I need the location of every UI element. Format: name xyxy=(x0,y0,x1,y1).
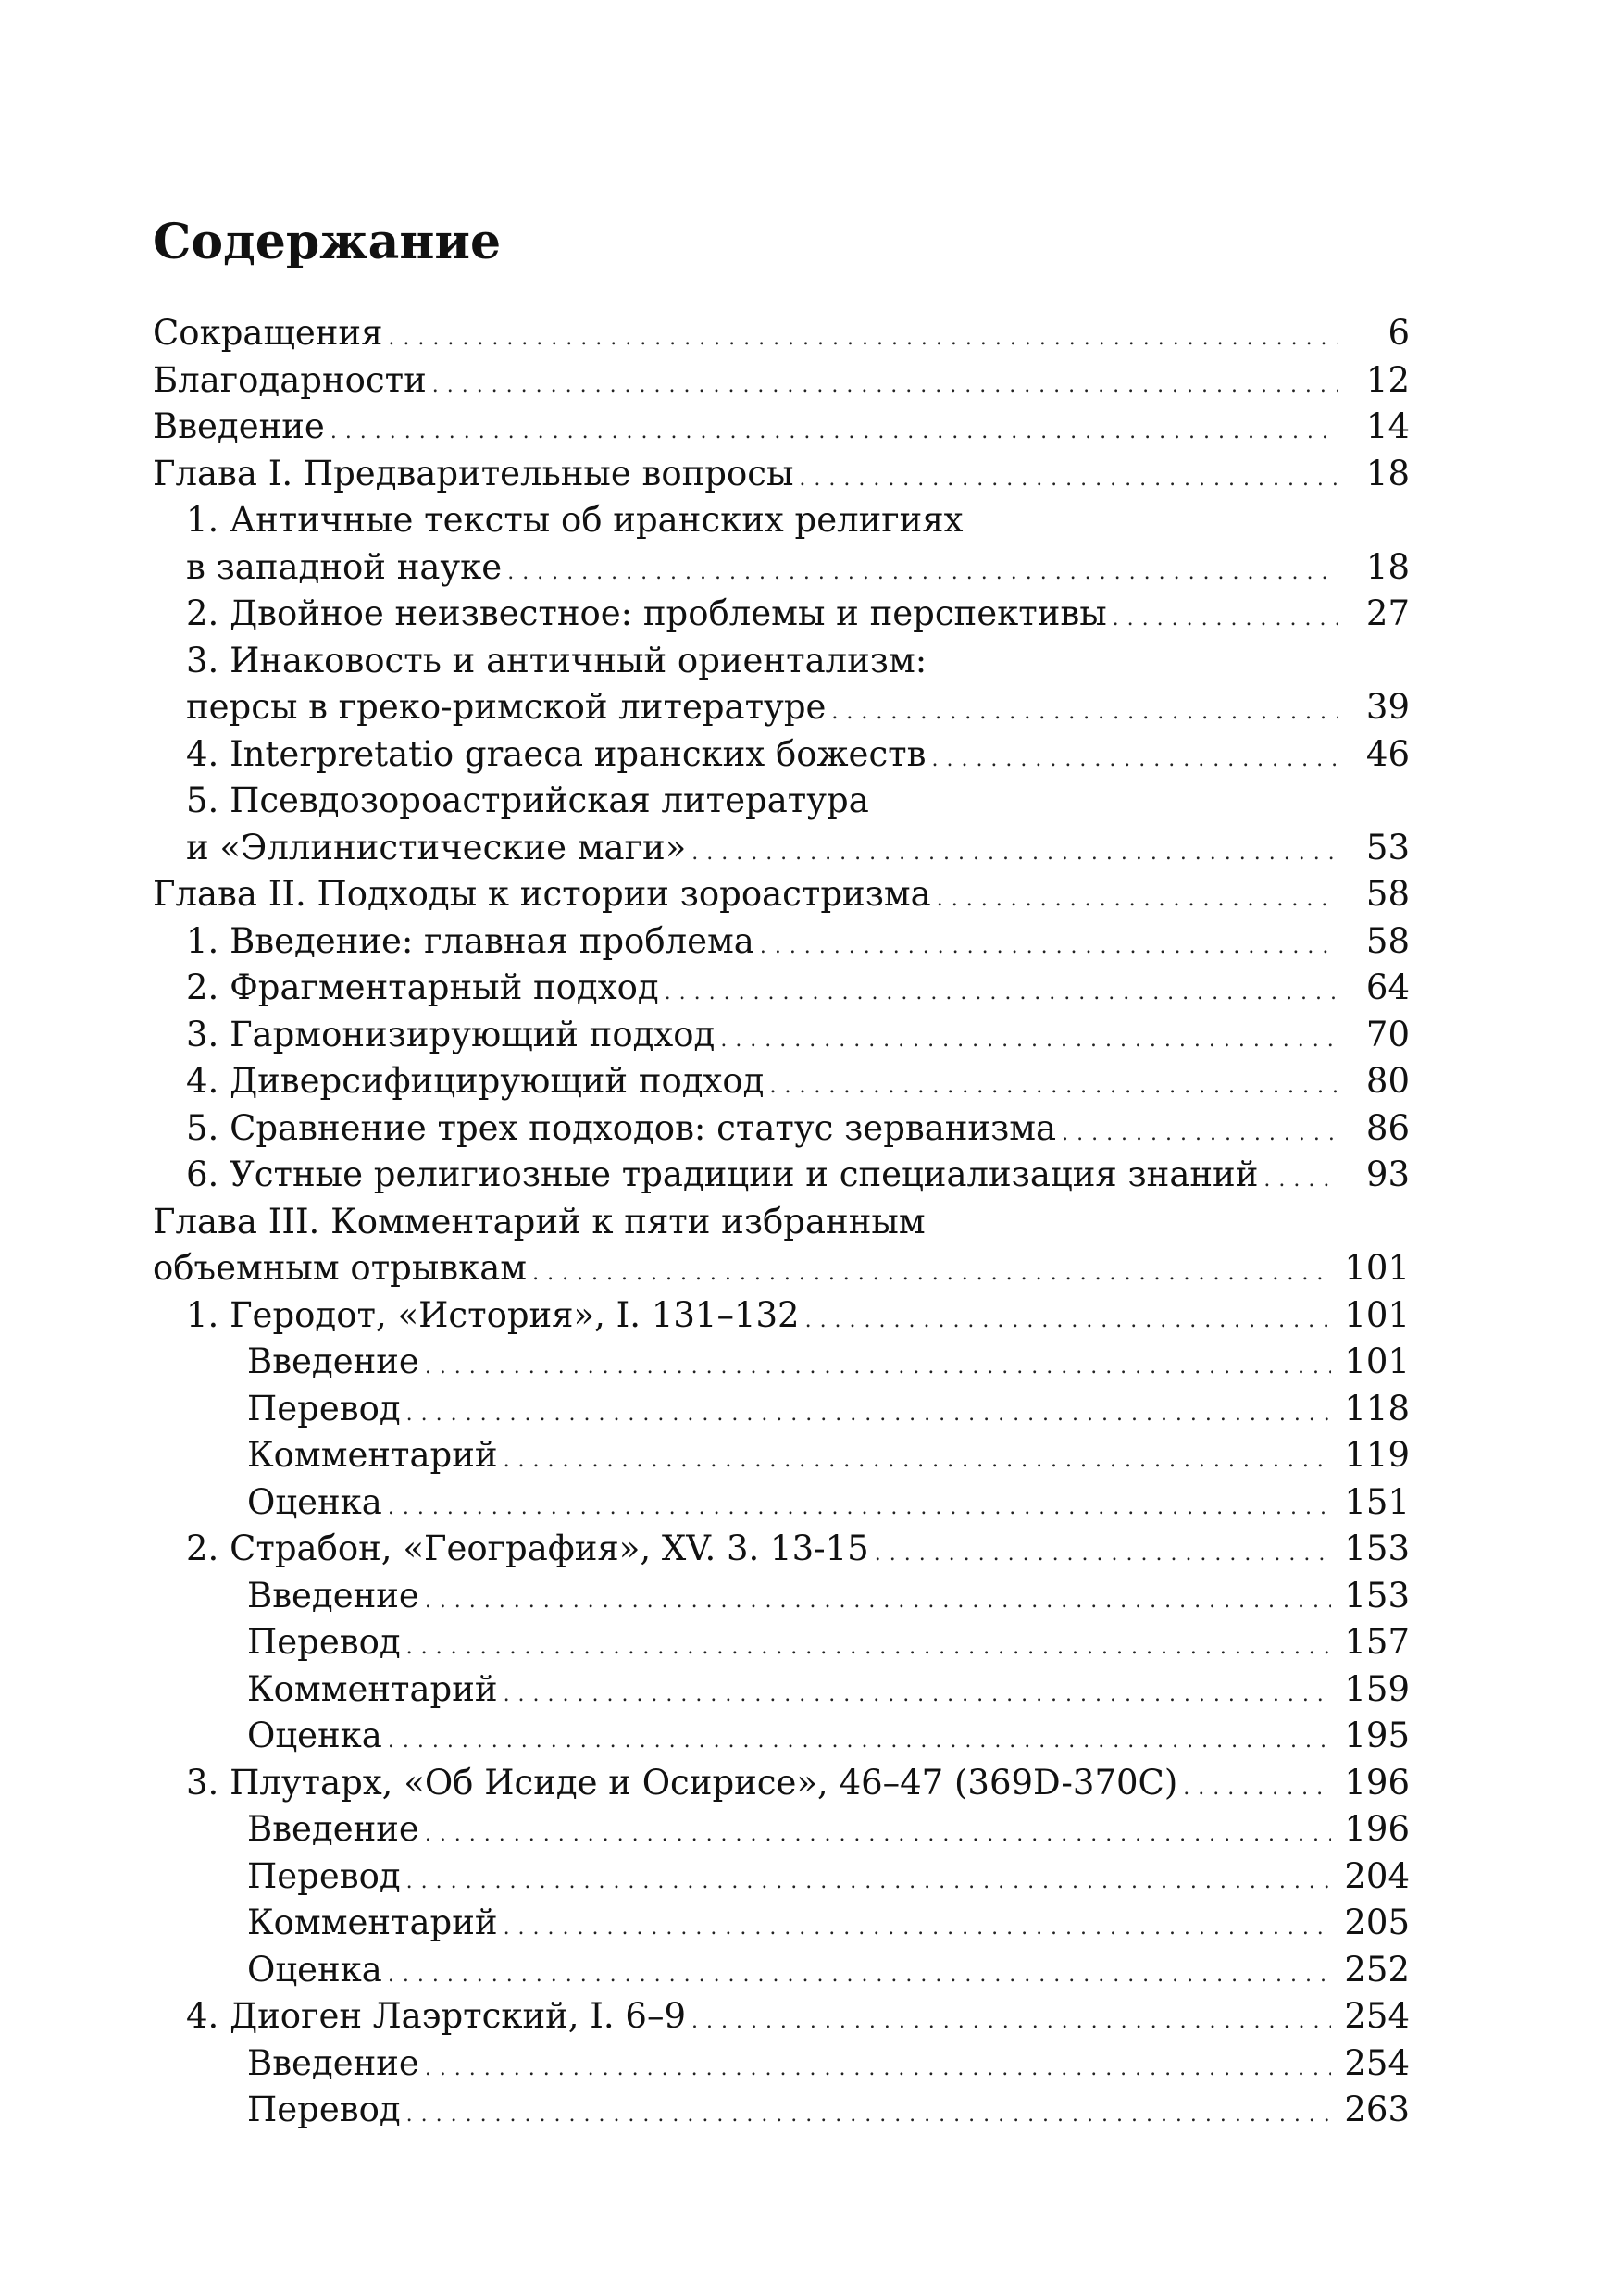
toc-entry xyxy=(153,1152,1410,1199)
toc-entry-title: 5. Сравнение трех подходов: статус зерванизма xyxy=(186,1107,1057,1148)
toc-entry-page-number: 263 xyxy=(1344,2090,1410,2129)
dot-leader xyxy=(532,1245,1331,1298)
toc-entry-title: Введение xyxy=(247,2042,419,2083)
toc-entry-title: Глава I. Предварительные вопросы xyxy=(153,453,794,493)
toc-entry-page-number: 157 xyxy=(1344,1622,1410,1662)
toc-entry-page-number: 39 xyxy=(1365,687,1410,727)
dot-leader xyxy=(504,1666,1332,1719)
toc-entry-title: и «Эллинистические маги» xyxy=(186,827,687,867)
toc-entry-page-number: 254 xyxy=(1344,2042,1410,2083)
dot-leader xyxy=(760,918,1338,971)
toc-entry-page-number: 12 xyxy=(1365,359,1410,400)
toc-entry-title: Оценка xyxy=(247,1716,382,1755)
dot-leader xyxy=(1062,1105,1338,1158)
toc-entry-page-number: 80 xyxy=(1365,1061,1410,1101)
toc-entry-page-number: 70 xyxy=(1365,1014,1410,1054)
toc-entry xyxy=(153,451,1410,498)
toc-entry xyxy=(153,1900,1410,1947)
dot-leader xyxy=(931,731,1338,784)
dot-leader xyxy=(831,684,1338,737)
dot-leader xyxy=(406,2087,1332,2140)
toc-entry-page-number: 254 xyxy=(1344,1996,1410,2036)
toc-entry-title: Глава III. Комментарий к пяти избранным xyxy=(153,1201,926,1242)
toc-entry-page-number: 151 xyxy=(1344,1481,1410,1522)
toc-entry-title: объемным отрывкам xyxy=(153,1248,528,1288)
toc-entry-title: в западной науке xyxy=(186,546,503,587)
dot-leader xyxy=(406,1853,1332,1906)
toc-entry xyxy=(153,825,1410,872)
toc-entry-title: Введение xyxy=(153,406,325,446)
toc-entry-title: Оценка xyxy=(247,1481,382,1522)
toc-entry xyxy=(153,638,1410,685)
dot-leader xyxy=(425,1806,1332,1859)
toc-entry-page-number: 64 xyxy=(1365,967,1410,1007)
toc-entry xyxy=(153,1245,1410,1292)
dot-leader xyxy=(720,1012,1338,1065)
toc-entry-page-number: 27 xyxy=(1365,593,1410,633)
toc-entry xyxy=(153,544,1410,592)
toc-entry-title: 3. Инаковость и античный ориентализм: xyxy=(186,640,927,680)
toc-entry xyxy=(153,1760,1410,1807)
dot-leader xyxy=(330,404,1338,456)
toc-entry-page-number: 204 xyxy=(1344,1855,1410,1896)
toc-entry-title: Благодарности xyxy=(153,359,427,400)
dot-leader xyxy=(691,1993,1331,2046)
dot-leader xyxy=(799,451,1338,504)
dot-leader xyxy=(425,1573,1332,1626)
toc-entry-title: 3. Гармонизирующий подход xyxy=(186,1014,716,1054)
toc-entry-page-number: 18 xyxy=(1365,546,1410,587)
toc-entry xyxy=(153,1573,1410,1620)
toc-entry-title: Введение xyxy=(247,1809,419,1849)
dot-leader xyxy=(875,1526,1332,1578)
toc-entry xyxy=(153,1339,1410,1386)
toc-entry-title: 4. Диоген Лаэртский, I. 6–9 xyxy=(186,1996,687,2036)
toc-entry-title: Введение xyxy=(247,1341,419,1381)
toc-entry xyxy=(153,1012,1410,1059)
toc-entry-page-number: 58 xyxy=(1365,920,1410,961)
toc-entry-page-number: 18 xyxy=(1365,453,1410,493)
toc-entry-page-number: 153 xyxy=(1344,1575,1410,1616)
toc-entry xyxy=(153,731,1410,779)
toc-entry-page-number: 6 xyxy=(1388,313,1410,353)
dot-leader xyxy=(665,965,1338,1017)
toc-entry-page-number: 153 xyxy=(1344,1529,1410,1568)
toc-entry-title: персы в греко-римской литературе xyxy=(186,687,827,727)
toc-entry xyxy=(153,1526,1410,1573)
toc-entry xyxy=(153,497,1410,544)
toc-entry-title: 4. Interpretatio graeca иранских божеств xyxy=(186,733,927,774)
dot-leader xyxy=(425,1339,1332,1391)
toc-entry-page-number: 101 xyxy=(1344,1341,1410,1381)
dot-leader xyxy=(504,1432,1332,1485)
toc-entry-page-number: 119 xyxy=(1344,1435,1410,1475)
toc-entry-page-number: 252 xyxy=(1344,1949,1410,1990)
toc-entry xyxy=(153,1058,1410,1105)
toc-entry-title: Перевод xyxy=(247,2090,401,2129)
toc-entry-title: 1. Геродот, «История», I. 131–132 xyxy=(186,1294,800,1335)
dot-leader xyxy=(432,357,1338,410)
toc-entry-page-number: 159 xyxy=(1344,1668,1410,1709)
toc-entry-page-number: 58 xyxy=(1365,874,1410,914)
toc-entry xyxy=(153,1713,1410,1760)
toc-entry xyxy=(153,1806,1410,1853)
toc-entry-page-number: 101 xyxy=(1344,1248,1410,1288)
toc-entry-title: Перевод xyxy=(247,1388,401,1429)
toc-entry-page-number: 205 xyxy=(1344,1903,1410,1942)
toc-entry xyxy=(153,357,1410,405)
toc-entry-page-number: 195 xyxy=(1344,1716,1410,1755)
dot-leader xyxy=(691,825,1338,878)
toc-entry xyxy=(153,1292,1410,1340)
toc-entry-title: Сокращения xyxy=(153,313,383,353)
toc-entry-page-number: 14 xyxy=(1365,406,1410,446)
toc-entry-title: 1. Античные тексты об иранских религиях xyxy=(186,500,964,540)
dot-leader xyxy=(388,310,1338,363)
dot-leader xyxy=(406,1386,1332,1439)
table-of-contents xyxy=(153,310,1410,2134)
toc-entry-title: 1. Введение: главная проблема xyxy=(186,920,754,961)
page-title: Содержание xyxy=(153,214,502,270)
toc-entry-page-number: 196 xyxy=(1344,1762,1410,1803)
toc-entry xyxy=(153,1432,1410,1479)
toc-entry-title: 5. Псевдозороастрийская литература xyxy=(186,780,869,820)
toc-entry-page-number: 53 xyxy=(1365,827,1410,867)
toc-entry xyxy=(153,1666,1410,1714)
toc-entry-title: Комментарий xyxy=(247,1435,498,1475)
dot-leader xyxy=(388,1479,1332,1532)
dot-leader xyxy=(805,1292,1332,1345)
toc-entry-title: Оценка xyxy=(247,1949,382,1990)
toc-entry xyxy=(153,1853,1410,1901)
toc-entry-title: 2. Двойное неизвестное: проблемы и перспективы xyxy=(186,593,1107,633)
toc-entry-title: 2. Фрагментарный подход xyxy=(186,967,659,1007)
toc-entry xyxy=(153,1619,1410,1666)
toc-entry xyxy=(153,965,1410,1012)
toc-entry-title: Комментарий xyxy=(247,1903,498,1942)
toc-entry-title: 3. Плутарх, «Об Исиде и Осирисе», 46–47 (369D-370C) xyxy=(186,1762,1178,1803)
toc-entry xyxy=(153,871,1410,918)
dot-leader xyxy=(388,1713,1332,1766)
toc-entry-title: Глава II. Подходы к истории зороастризма xyxy=(153,874,931,914)
toc-entry-page-number: 46 xyxy=(1365,733,1410,774)
toc-entry-page-number: 93 xyxy=(1365,1154,1410,1194)
toc-entry xyxy=(153,918,1410,966)
toc-entry xyxy=(153,1993,1410,2040)
toc-entry xyxy=(153,1199,1410,1246)
dot-leader xyxy=(1183,1760,1331,1813)
toc-entry-page-number: 101 xyxy=(1344,1294,1410,1335)
dot-leader xyxy=(1113,591,1338,643)
toc-entry-title: Введение xyxy=(247,1575,419,1616)
dot-leader xyxy=(406,1619,1332,1672)
toc-entry xyxy=(153,684,1410,731)
toc-entry xyxy=(153,778,1410,825)
toc-entry-page-number: 86 xyxy=(1365,1107,1410,1148)
toc-entry-page-number: 196 xyxy=(1344,1809,1410,1849)
toc-entry xyxy=(153,2087,1410,2134)
toc-entry xyxy=(153,404,1410,451)
toc-entry xyxy=(153,1947,1410,1994)
dot-leader xyxy=(504,1900,1332,1953)
toc-entry-title: 4. Диверсифицирующий подход xyxy=(186,1061,765,1101)
dot-leader xyxy=(425,2040,1332,2093)
dot-leader xyxy=(507,544,1338,597)
toc-entry-page-number: 118 xyxy=(1344,1388,1410,1429)
dot-leader xyxy=(388,1947,1332,2000)
dot-leader xyxy=(937,871,1338,924)
dot-leader xyxy=(1263,1152,1338,1204)
toc-entry-title: 6. Устные религиозные традиции и специализация знаний xyxy=(186,1154,1259,1194)
toc-entry xyxy=(153,310,1410,357)
toc-entry-title: Перевод xyxy=(247,1622,401,1662)
toc-entry xyxy=(153,2040,1410,2088)
toc-entry-title: Комментарий xyxy=(247,1668,498,1709)
toc-entry xyxy=(153,1105,1410,1153)
toc-entry xyxy=(153,1479,1410,1527)
toc-entry xyxy=(153,591,1410,638)
toc-entry xyxy=(153,1386,1410,1433)
toc-entry-title: Перевод xyxy=(247,1855,401,1896)
dot-leader xyxy=(769,1058,1338,1111)
toc-entry-title: 2. Страбон, «География», XV. 3. 13-15 xyxy=(186,1529,869,1568)
